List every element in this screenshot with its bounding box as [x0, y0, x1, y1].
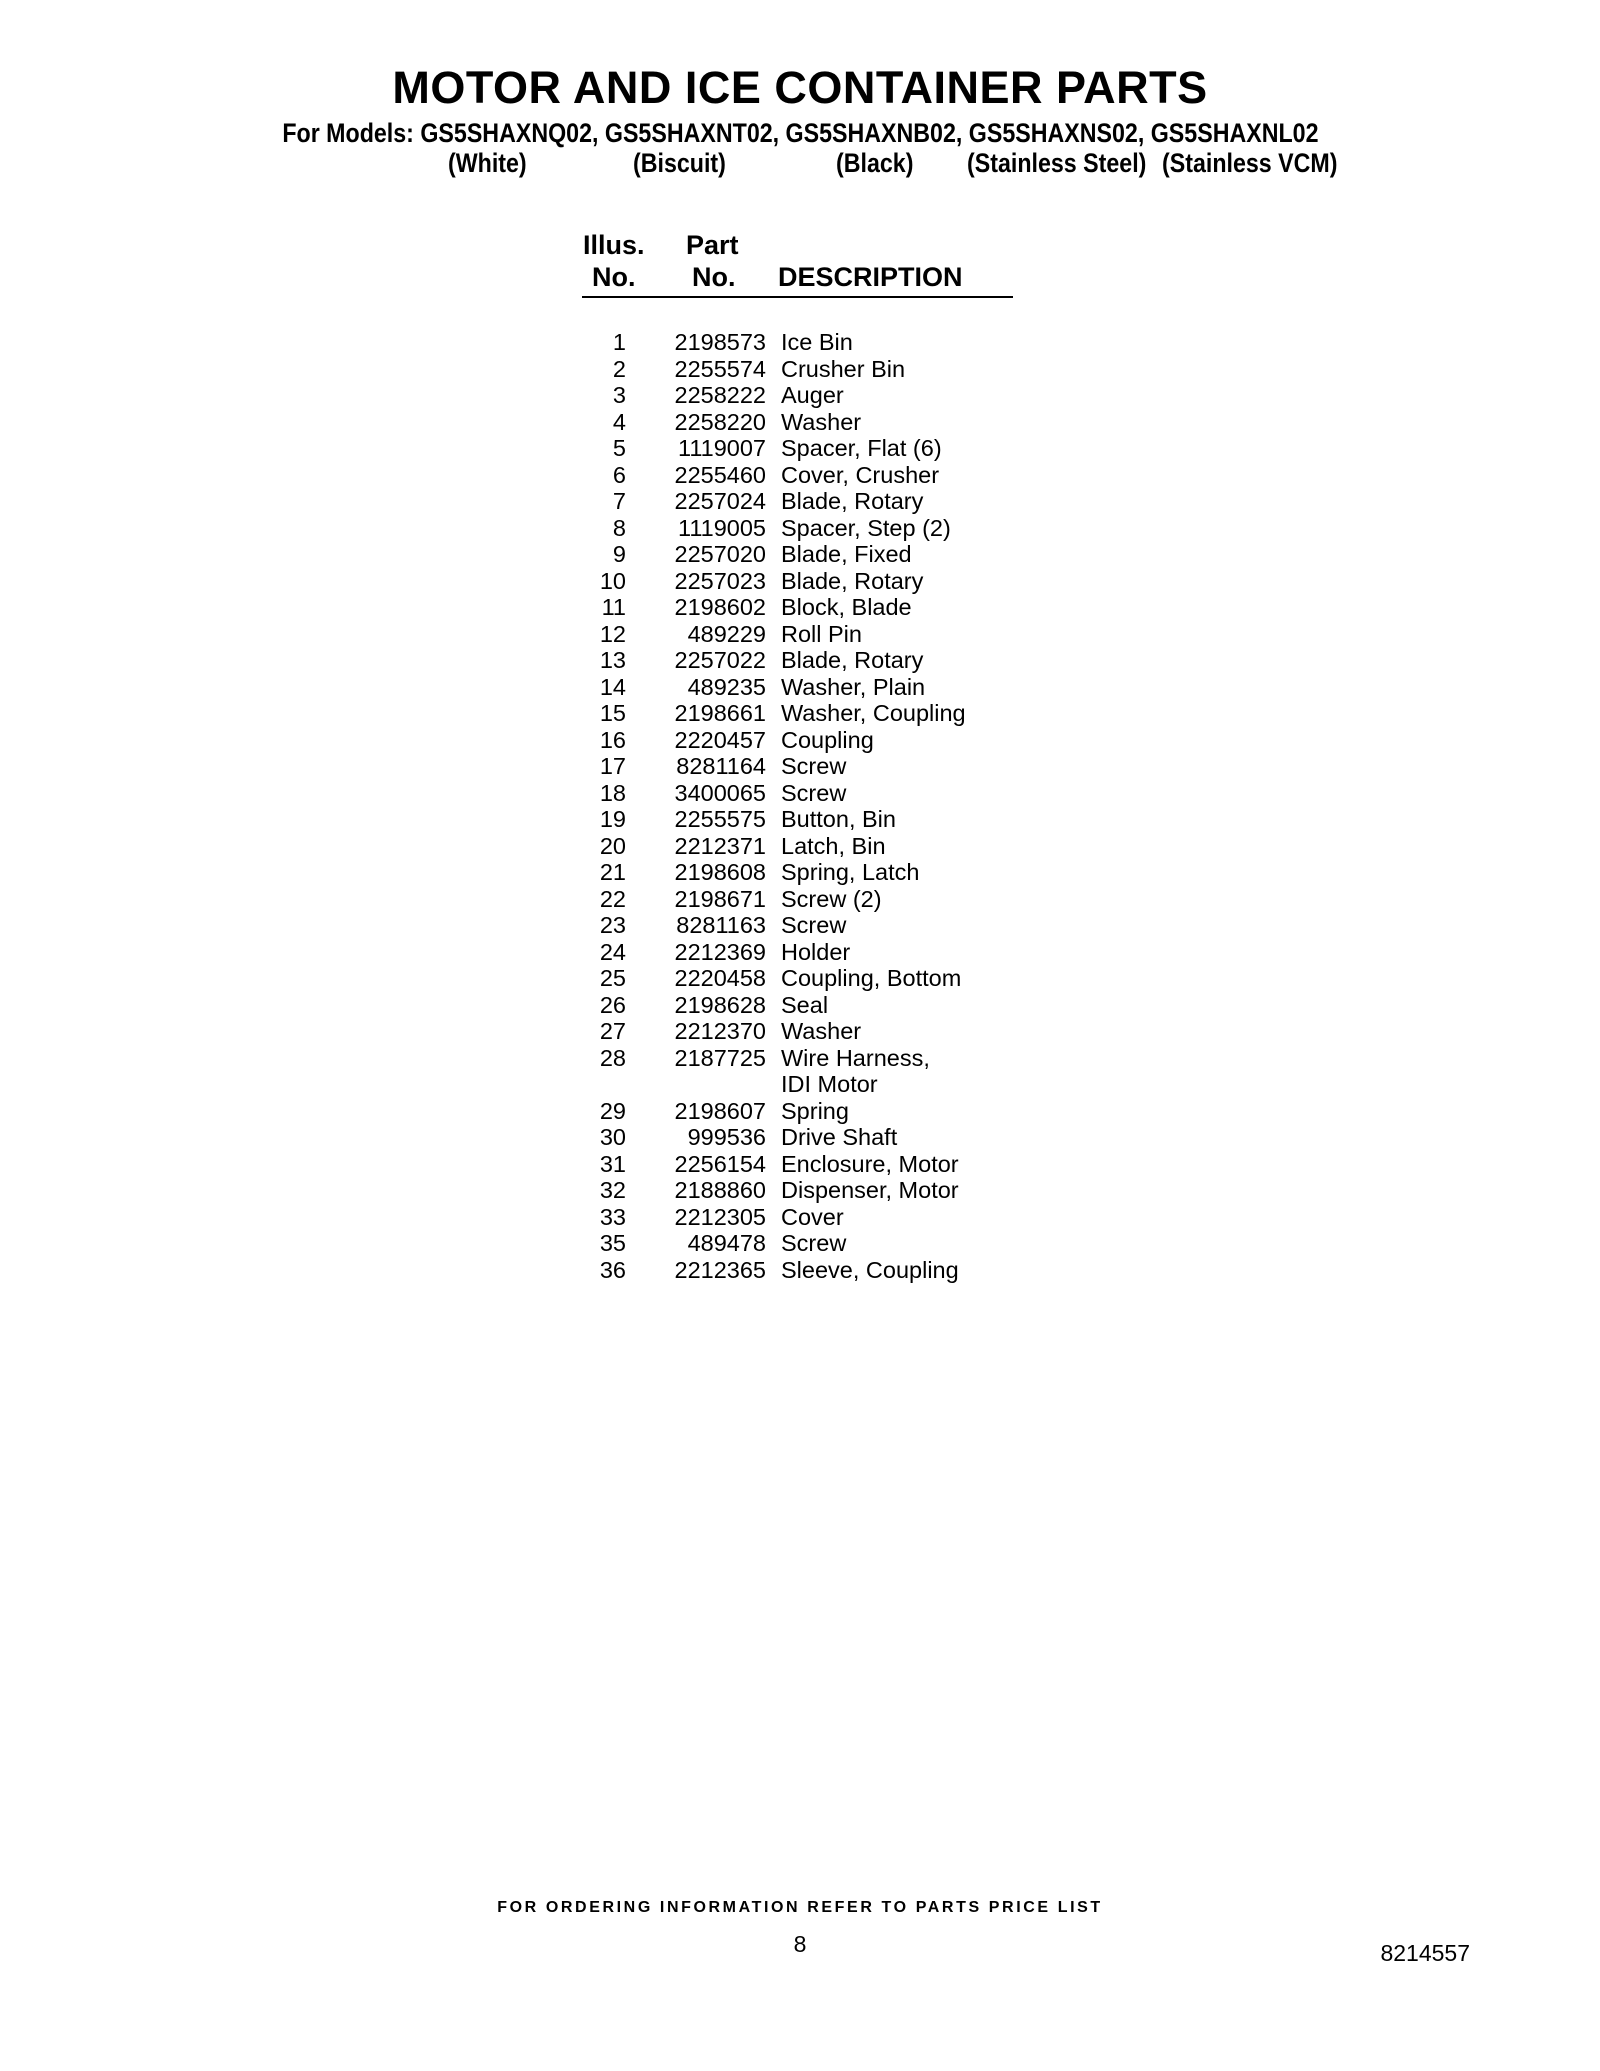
- table-row: [0, 1045, 1600, 1072]
- illus-no: 29: [599, 1097, 626, 1124]
- part-no: 2212365: [674, 1256, 766, 1283]
- table-row: [0, 1177, 1600, 1204]
- description: Washer, Coupling: [781, 700, 966, 726]
- illus-no: 8: [612, 514, 626, 541]
- illus-no: 2: [612, 355, 626, 382]
- part-no: 2220458: [674, 965, 766, 991]
- illus-no: 15: [599, 700, 626, 726]
- page-title: MOTOR AND ICE CONTAINER PARTS: [392, 62, 1208, 113]
- color-label-white: (White): [448, 148, 527, 178]
- illus-no: 27: [599, 1018, 626, 1044]
- part-no: 8281163: [676, 912, 766, 938]
- illus-no: 21: [599, 859, 626, 885]
- description: Cover: [781, 1203, 844, 1230]
- table-row: [0, 1071, 1600, 1098]
- table-row: [0, 647, 1600, 674]
- part-no: 2212370: [674, 1018, 766, 1044]
- illus-no: 23: [599, 912, 626, 938]
- description: Spacer, Flat (6): [781, 435, 942, 461]
- part-no: 2198608: [674, 859, 766, 885]
- table-row: [0, 859, 1600, 886]
- description: Blade, Fixed: [781, 541, 912, 567]
- illus-no: 32: [599, 1177, 626, 1203]
- description: Wire Harness,: [781, 1044, 930, 1071]
- color-label-black: (Black): [836, 148, 914, 178]
- part-no: 2255574: [674, 355, 766, 382]
- illus-no: 28: [599, 1044, 626, 1071]
- description: Block, Blade: [781, 594, 912, 620]
- description: Cover, Crusher: [781, 461, 940, 488]
- illus-no: 16: [599, 726, 626, 753]
- table-row: [0, 700, 1600, 727]
- part-no: 2198602: [674, 594, 766, 620]
- description: Dispenser, Motor: [781, 1177, 959, 1203]
- illus-no: 24: [599, 938, 626, 965]
- table-row: [0, 1098, 1600, 1125]
- illus-no: 30: [599, 1124, 626, 1150]
- table-row: [0, 515, 1600, 542]
- table-row: [0, 409, 1600, 436]
- table-row: [0, 886, 1600, 913]
- part-no: 489235: [687, 673, 766, 700]
- part-no: 2258222: [674, 382, 766, 408]
- illus-no: 11: [601, 594, 626, 620]
- illus-no: 13: [599, 647, 626, 673]
- description: Screw (2): [781, 885, 882, 912]
- table-row: [0, 1151, 1600, 1178]
- illus-no: 5: [612, 435, 626, 461]
- illus-no: 31: [599, 1150, 626, 1177]
- part-no: 2255460: [674, 461, 766, 488]
- illus-no: 26: [599, 991, 626, 1018]
- description: Screw: [781, 779, 847, 806]
- table-row: [0, 329, 1600, 356]
- part-no: 8281164: [676, 753, 766, 779]
- illus-no: 36: [599, 1256, 626, 1283]
- table-row: [0, 1018, 1600, 1045]
- color-label-stainless-steel: (Stainless Steel): [967, 148, 1147, 178]
- illus-no: 33: [599, 1203, 626, 1230]
- table-row: [0, 621, 1600, 648]
- table-row: [0, 1204, 1600, 1231]
- description: Crusher Bin: [781, 355, 906, 382]
- table-row: [0, 939, 1600, 966]
- table-row: [0, 780, 1600, 807]
- table-row: [0, 568, 1600, 595]
- description: Holder: [781, 938, 851, 965]
- color-label-biscuit: (Biscuit): [633, 148, 726, 178]
- illus-no: 1: [612, 329, 626, 355]
- part-no: 2188860: [674, 1177, 766, 1203]
- description: Blade, Rotary: [781, 647, 924, 673]
- illus-no: 4: [612, 408, 626, 435]
- illus-no: 22: [599, 885, 626, 912]
- illus-no: 18: [599, 779, 626, 806]
- part-no: 1119007: [678, 435, 766, 461]
- table-row: [0, 965, 1600, 992]
- part-no: 3400065: [674, 779, 766, 806]
- illus-no: 35: [599, 1230, 626, 1256]
- table-row: [0, 806, 1600, 833]
- description: Button, Bin: [781, 806, 896, 832]
- part-no: 2212305: [674, 1203, 766, 1230]
- part-no: 2212371: [674, 832, 766, 859]
- description: Enclosure, Motor: [781, 1150, 959, 1177]
- part-no: 2257020: [674, 541, 766, 567]
- description: Washer, Plain: [781, 673, 926, 700]
- description: Auger: [781, 382, 844, 408]
- illus-no: 12: [599, 620, 626, 647]
- header-illus-top: Illus.: [583, 230, 645, 260]
- table-row: [0, 912, 1600, 939]
- description: Blade, Rotary: [781, 567, 924, 594]
- illus-no: 25: [599, 965, 626, 991]
- description: Roll Pin: [781, 620, 862, 647]
- description: Ice Bin: [781, 329, 853, 355]
- illus-no: 14: [599, 673, 626, 700]
- part-no: 2198661: [674, 700, 766, 726]
- description: IDI Motor: [781, 1071, 878, 1097]
- description: Spacer, Step (2): [781, 514, 951, 541]
- table-row: [0, 382, 1600, 409]
- part-no: 2257024: [674, 488, 766, 514]
- table-row: [0, 541, 1600, 568]
- illus-no: 6: [612, 461, 626, 488]
- part-no: 999536: [687, 1124, 766, 1150]
- table-row: [0, 435, 1600, 462]
- table-row: [0, 674, 1600, 701]
- table-row: [0, 462, 1600, 489]
- illus-no: 3: [612, 382, 626, 408]
- part-no: 2212369: [674, 938, 766, 965]
- part-no: 2198573: [674, 329, 766, 355]
- table-row: [0, 833, 1600, 860]
- illus-no: 20: [599, 832, 626, 859]
- part-no: 2220457: [674, 726, 766, 753]
- part-no: 2258220: [674, 408, 766, 435]
- illus-no: 19: [599, 806, 626, 832]
- table-row: [0, 1230, 1600, 1257]
- table-row: [0, 727, 1600, 754]
- illus-no: 17: [599, 753, 626, 779]
- illus-no: 10: [599, 567, 626, 594]
- table-row: [0, 1124, 1600, 1151]
- table-row: [0, 753, 1600, 780]
- part-no: 2256154: [674, 1150, 766, 1177]
- description: Washer: [781, 408, 862, 435]
- illus-no: 9: [612, 541, 626, 567]
- header-illus-bottom: No.: [592, 262, 636, 292]
- table-row: [0, 594, 1600, 621]
- table-row: [0, 356, 1600, 383]
- description: Spring, Latch: [781, 859, 920, 885]
- model-color-labels: [0, 148, 1600, 182]
- part-no: 1119005: [678, 514, 766, 541]
- parts-table-body: [0, 329, 1600, 1283]
- part-no: 2198671: [674, 885, 766, 912]
- description: Screw: [781, 912, 847, 938]
- header-rule: [582, 296, 1013, 298]
- models-line: For Models: GS5SHAXNQ02, GS5SHAXNT02, GS5SHAXNB02, GS5SHAXNS02, GS5SHAXNL02: [282, 118, 1319, 148]
- part-no: 489229: [687, 620, 766, 647]
- part-no: 2257022: [674, 647, 766, 673]
- table-row: [0, 992, 1600, 1019]
- description: Screw: [781, 1230, 847, 1256]
- part-no: 2257023: [674, 567, 766, 594]
- header-description: DESCRIPTION: [778, 262, 963, 292]
- part-no: 2198607: [674, 1097, 766, 1124]
- description: Blade, Rotary: [781, 488, 924, 514]
- page-number: 8: [793, 1931, 807, 1957]
- header-part-bottom: No.: [692, 262, 736, 292]
- part-no: 2255575: [674, 806, 766, 832]
- ordering-note: FOR ORDERING INFORMATION REFER TO PARTS PRICE LIST: [497, 1899, 1103, 1916]
- table-row: [0, 1257, 1600, 1284]
- part-no: 489478: [687, 1230, 766, 1256]
- description: Spring: [781, 1097, 849, 1124]
- description: Washer: [781, 1018, 862, 1044]
- description: Seal: [781, 991, 829, 1018]
- description: Drive Shaft: [781, 1124, 898, 1150]
- illus-no: 7: [612, 488, 626, 514]
- part-no: 2187725: [674, 1044, 766, 1071]
- description: Latch, Bin: [781, 832, 886, 859]
- table-row: [0, 488, 1600, 515]
- part-no: 2198628: [674, 991, 766, 1018]
- description: Coupling, Bottom: [781, 965, 962, 991]
- description: Coupling: [781, 726, 874, 753]
- description: Sleeve, Coupling: [781, 1256, 959, 1283]
- color-label-stainless-vcm: (Stainless VCM): [1162, 148, 1338, 178]
- description: Screw: [781, 753, 847, 779]
- document-number: 8214557: [1380, 1940, 1470, 1966]
- header-part-top: Part: [686, 230, 739, 260]
